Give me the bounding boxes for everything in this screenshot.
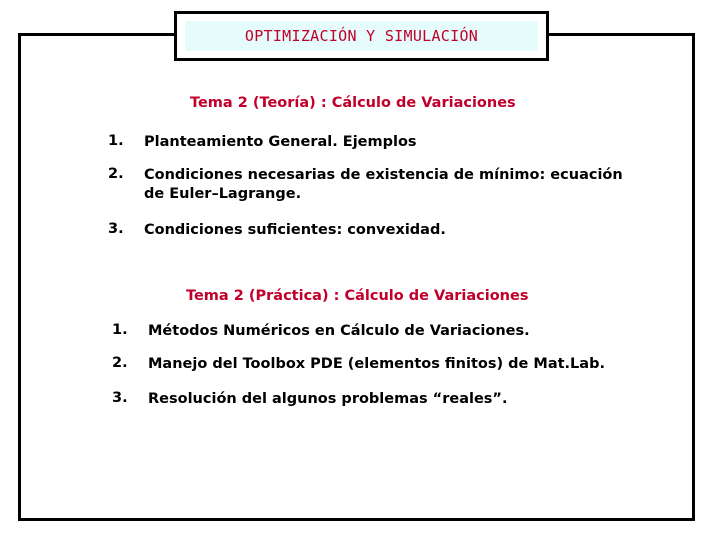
theory-item-2-number: 2. [108, 166, 124, 182]
theory-item-3-number: 3. [108, 221, 124, 237]
practice-item-3-number: 3. [112, 390, 128, 406]
practice-item-1 [112, 322, 672, 342]
practice-item-2-text: Manejo del Toolbox PDE (elementos finitos) de Mat.Lab. [148, 356, 605, 372]
practice-item-3-text: Resolución del algunos problemas “reales”. [148, 391, 508, 407]
slide-title: OPTIMIZACIÓN Y SIMULACIÓN [244, 27, 479, 45]
theory-item-1 [108, 133, 648, 153]
theory-item-2-text: Condiciones necesarias de existencia de mínimo: ecuación de Euler–Lagrange. [144, 167, 623, 202]
theory-item-3 [108, 221, 648, 241]
practice-item-2-number: 2. [112, 355, 128, 371]
title-box [174, 11, 549, 61]
theory-item-1-text: Planteamiento General. Ejemplos [144, 134, 417, 150]
title-panel [185, 21, 538, 51]
practice-item-3 [112, 390, 672, 410]
theory-heading: Tema 2 (Teoría) : Cálculo de Variaciones [190, 95, 516, 111]
theory-item-1-number: 1. [108, 133, 124, 149]
practice-item-2 [112, 355, 672, 375]
theory-item-3-text: Condiciones suficientes: convexidad. [144, 222, 446, 238]
practice-heading: Tema 2 (Práctica) : Cálculo de Variaciones [186, 288, 529, 304]
practice-item-1-number: 1. [112, 322, 128, 338]
theory-item-2 [108, 166, 648, 206]
practice-item-1-text: Métodos Numéricos en Cálculo de Variaciones. [148, 323, 530, 339]
